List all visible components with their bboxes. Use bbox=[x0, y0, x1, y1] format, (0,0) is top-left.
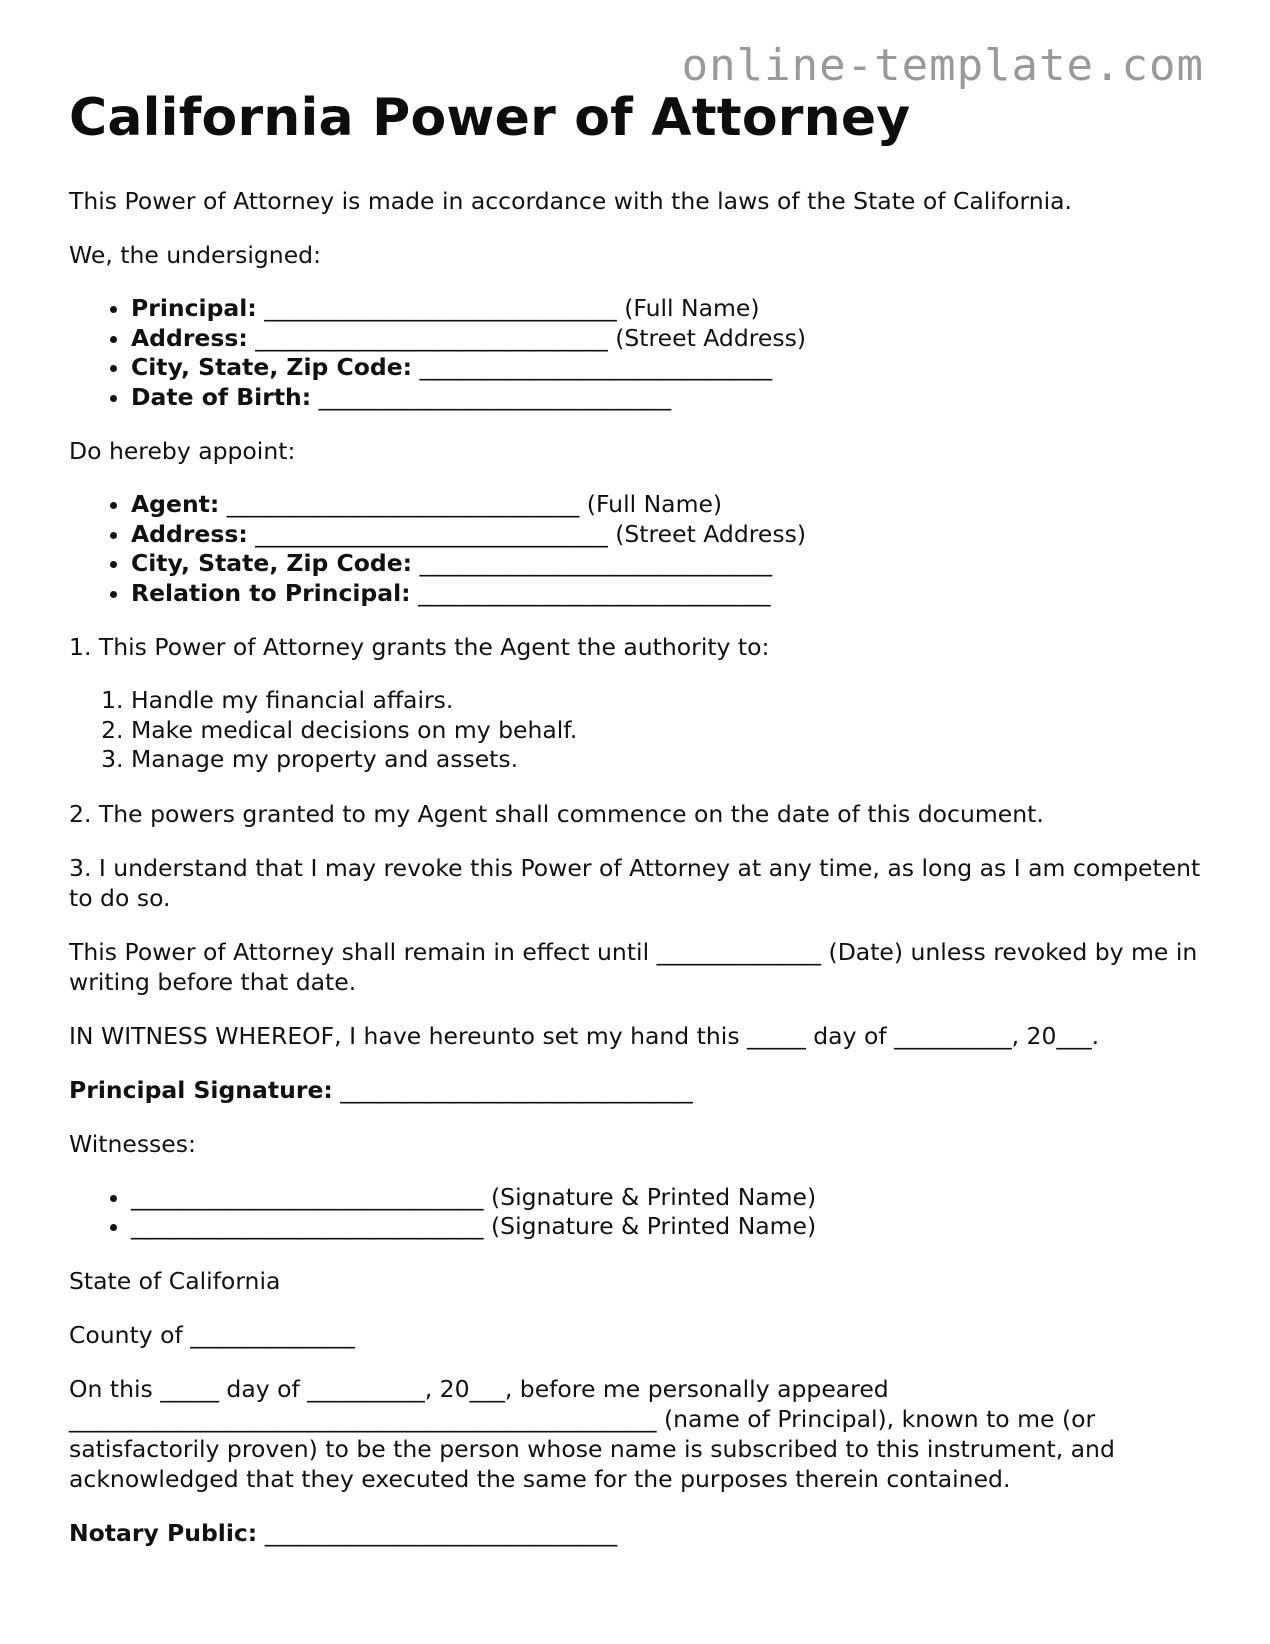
principal-city-field bbox=[131, 353, 1209, 383]
blank-line[interactable]: ______________________________ bbox=[255, 519, 608, 548]
appoint-paragraph: Do hereby appoint: bbox=[69, 437, 296, 465]
blank-line[interactable]: ______________________________ bbox=[419, 549, 773, 577]
field-label: Relation to Principal: bbox=[131, 578, 411, 607]
principal-dob-field bbox=[131, 383, 1209, 413]
field-label: City, State, Zip Code: bbox=[131, 549, 413, 577]
field-label: Principal: bbox=[131, 294, 257, 322]
intro-paragraph: This Power of Attorney is made in accordance with the laws of the State of California. bbox=[69, 187, 1073, 215]
page-title: California Power of Attorney bbox=[69, 88, 911, 148]
county-line: County of ______________ bbox=[69, 1320, 355, 1349]
notary-paragraph: On this _____ day of __________, 20___, before me personally appeared __________________________________________________ (name of Principal), known to me (or satisfactorily proven) to be the person whose name is subscribed to this instrument, and acknowledged that they executed the same for the purposes therein contained. bbox=[69, 1374, 1115, 1493]
witnesses-list bbox=[69, 1183, 1209, 1242]
blank-line[interactable]: ______________________________ bbox=[255, 323, 608, 352]
undersigned-paragraph: We, the undersigned: bbox=[69, 241, 321, 269]
blank-line[interactable]: ______________________________ bbox=[131, 1182, 484, 1211]
field-label: City, State, Zip Code: bbox=[131, 353, 413, 381]
powers-list bbox=[69, 686, 1209, 775]
blank-line[interactable]: ______________________________ bbox=[226, 490, 580, 518]
agent-fields-list bbox=[69, 490, 1209, 608]
blank-line[interactable]: ______________________________ bbox=[418, 578, 771, 607]
field-label: Agent: bbox=[131, 490, 220, 518]
clause-1: 1. This Power of Attorney grants the Agent the authority to: bbox=[69, 633, 770, 661]
clause-2: 2. The powers granted to my Agent shall commence on the date of this document. bbox=[69, 799, 1044, 828]
principal-name-field bbox=[131, 294, 1209, 324]
signature-label: Principal Signature: bbox=[69, 1075, 333, 1104]
field-note: (Street Address) bbox=[615, 323, 807, 352]
field-note: (Signature & Printed Name) bbox=[490, 1212, 817, 1240]
blank-line[interactable]: ______________________________ bbox=[318, 382, 672, 411]
witness-whereof-paragraph: IN WITNESS WHEREOF, I have hereunto set my hand this _____ day of __________, 20___. bbox=[69, 1021, 1100, 1050]
field-label: Address: bbox=[131, 519, 248, 548]
field-note: (Full Name) bbox=[586, 490, 723, 518]
principal-address-field bbox=[131, 324, 1209, 354]
field-note: (Street Address) bbox=[615, 519, 807, 548]
agent-relation-field bbox=[131, 579, 1209, 609]
witness-item bbox=[131, 1183, 1209, 1213]
state-line: State of California bbox=[69, 1266, 281, 1295]
blank-line[interactable]: ______________________________ bbox=[131, 1212, 484, 1240]
blank-line[interactable]: ______________________________ bbox=[340, 1075, 693, 1104]
watermark: online-template.com bbox=[681, 40, 1204, 91]
power-item: 1. Handle my financial affairs. bbox=[131, 686, 1209, 716]
field-note: (Full Name) bbox=[624, 294, 760, 322]
blank-line[interactable]: ______________________________ bbox=[264, 294, 617, 322]
field-label: Date of Birth: bbox=[131, 382, 312, 411]
notary-label: Notary Public: bbox=[69, 1518, 258, 1547]
blank-line[interactable]: ______________________________ bbox=[419, 353, 773, 381]
document-page bbox=[69, 86, 1209, 1548]
agent-name-field bbox=[131, 490, 1209, 520]
notary-signature-line bbox=[69, 1518, 1209, 1548]
witnesses-label: Witnesses: bbox=[69, 1129, 196, 1158]
witness-item bbox=[131, 1212, 1209, 1242]
power-item: 2. Make medical decisions on my behalf. bbox=[131, 716, 1209, 746]
principal-signature-line bbox=[69, 1075, 1209, 1105]
clause-3: 3. I understand that I may revoke this Power of Attorney at any time, as long as I am competent to do so. bbox=[69, 853, 1201, 912]
agent-address-field bbox=[131, 520, 1209, 550]
field-label: Address: bbox=[131, 323, 248, 352]
effect-paragraph: This Power of Attorney shall remain in effect until ______________ (Date) unless revoked by me in writing before that date. bbox=[69, 937, 1198, 996]
blank-line[interactable]: ______________________________ bbox=[264, 1518, 618, 1547]
principal-fields-list bbox=[69, 294, 1209, 412]
power-item: 3. Manage my property and assets. bbox=[131, 745, 1209, 775]
agent-city-field bbox=[131, 549, 1209, 579]
field-note: (Signature & Printed Name) bbox=[490, 1182, 817, 1211]
